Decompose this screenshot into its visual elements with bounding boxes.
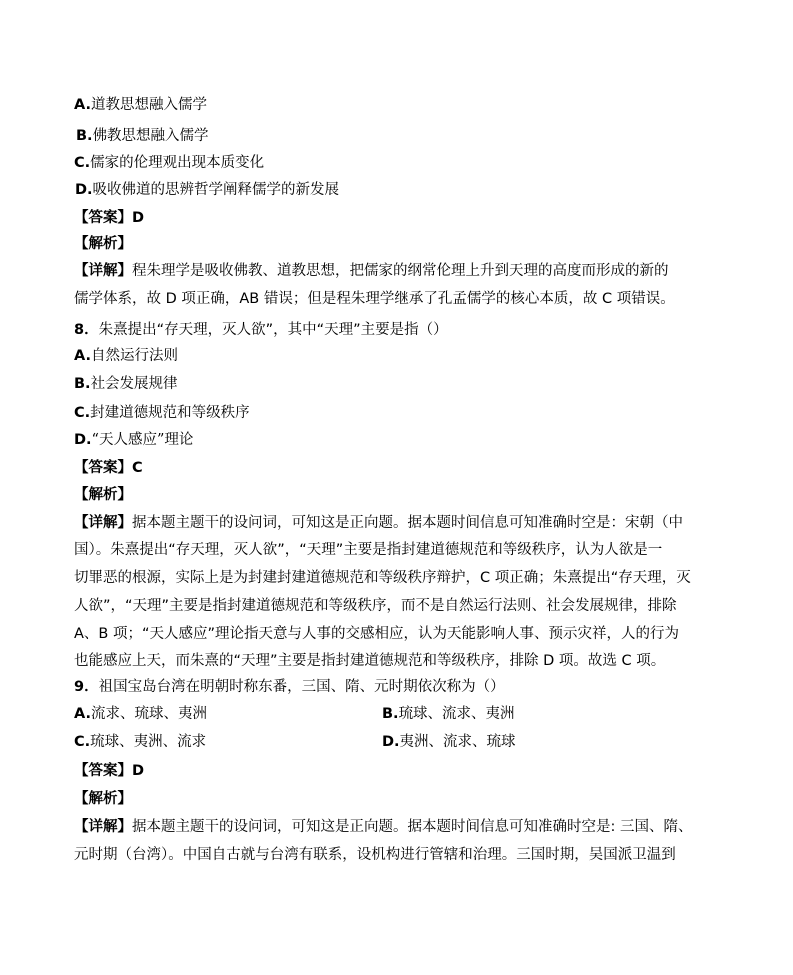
q9-stem: 9．祖国宝岛台湾在明朝时称东番，三国、隋、元时期依次称为（） <box>74 679 505 695</box>
q8-detail-line-6: 也能感应上天，而朱熹的“天理”主要是指封建道德规范和等级秩序，排除 D 项。故选 C 项。 <box>74 653 666 669</box>
q7-option-b: B.佛教思想融入儒学 <box>76 128 209 144</box>
q7-analysis-tag: 【解析】 <box>74 236 132 252</box>
q8-option-b: B.社会发展规律 <box>74 376 178 392</box>
q7-option-c: C.儒家的伦理观出现本质变化 <box>74 155 265 171</box>
q9-detail-line-1: 【详解】据本题主题干的设问词，可知这是正向题。据本题时间信息可知准确时空是: 三国、隋、 <box>74 819 693 835</box>
q8-detail-line-2: 国）。朱熹提出“存天理，灭人欲”，“天理”主要是指封建道德规范和等级秩序，认为人欲是一 <box>74 542 663 558</box>
q9-option-c: C.琉球、夷洲、流求 <box>74 734 207 750</box>
q9-answer: 【答案】D <box>74 763 145 779</box>
q8-detail-line-5: A、B 项；“天人感应”理论指天意与人事的交感相应，认为天能影响人事、预示灾祥，人的行为 <box>74 626 679 642</box>
q8-option-d: D.“天人感应”理论 <box>74 432 194 448</box>
q9-option-a: A.流求、琉球、夷洲 <box>74 706 207 722</box>
q8-answer: 【答案】C <box>74 460 143 476</box>
q7-detail-line-2: 儒学体系，故 D 项正确，AB 错误；但是程朱理学继承了孔孟儒学的核心本质，故 C 项错误。 <box>74 291 675 307</box>
q9-detail-line-2: 元时期（台湾）。中国自古就与台湾有联系，设机构进行管辖和治理。三国时期，吴国派卫温到 <box>74 847 676 863</box>
q8-detail-line-3: 切罪恶的根源，实际上是为封建封建道德规范和等级秩序辩护，C 项正确；朱熹提出“存天理，灭 <box>74 570 691 586</box>
q7-option-d: D.吸收佛道的思辨哲学阐释儒学的新发展 <box>75 182 340 198</box>
q7-detail-line-1: 【详解】程朱理学是吸收佛教、道教思想，把儒家的纲常伦理上升到天理的高度而形成的新的 <box>74 263 669 279</box>
q8-option-a: A.自然运行法则 <box>74 348 178 364</box>
q8-stem: 8．朱熹提出“存天理，灭人欲”，其中“天理”主要是指（） <box>74 322 448 338</box>
q8-analysis-tag: 【解析】 <box>74 487 132 503</box>
q9-option-b: B.琉球、流求、夷洲 <box>382 706 515 722</box>
q7-option-a: A.道教思想融入儒学 <box>74 97 207 113</box>
q8-detail-line-4: 人欲”，“天理”主要是指封建道德规范和等级秩序，而不是自然运行法则、社会发展规律，排除 <box>74 598 677 614</box>
q9-analysis-tag: 【解析】 <box>74 791 132 807</box>
q7-answer: 【答案】D <box>74 210 145 226</box>
q8-option-c: C.封建道德规范和等级秩序 <box>74 405 250 421</box>
q9-option-d: D.夷洲、流求、琉球 <box>382 734 516 750</box>
q8-detail-line-1: 【详解】据本题主题干的设问词，可知这是正向题。据本题时间信息可知准确时空是：宋朝（中 <box>74 515 683 531</box>
